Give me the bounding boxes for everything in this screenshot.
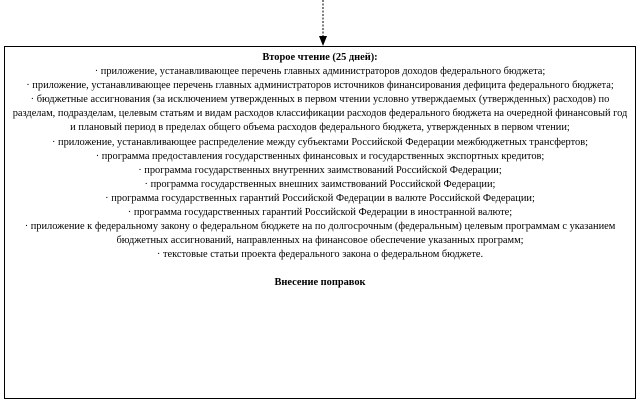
box-footer: Внесение поправок xyxy=(274,277,366,289)
list-item: · программа государственных внешних заимствований Российской Федерации; xyxy=(144,178,496,190)
list-item: · приложение, устанавливающее распределение между субъектами Российской Федерации межбюджетных трансфертов; xyxy=(51,136,589,148)
list-item: · текстовые статьи проекта федерального закона о федеральном бюджете. xyxy=(156,249,484,261)
list-item: · программа государственных внутренних заимствований Российской Федерации; xyxy=(138,164,502,176)
list-item: · приложение к федеральному закону о федеральном бюджете на по долгосрочным (федеральным) целевым программам с указанием бюджетных ассигнований, направленных на финансовое обеспечение указанных программ; xyxy=(24,221,616,247)
list-item: · программа государственных гарантий Российской Федерации в иностранной валюте; xyxy=(127,207,513,219)
spacer xyxy=(11,262,629,276)
box-title: Второе чтение (25 дней): xyxy=(262,52,378,63)
second-reading-box xyxy=(4,46,636,399)
list-item: · программа государственных гарантий Российской Федерации в валюте Российской Федерации; xyxy=(105,192,535,204)
down-arrow-connector xyxy=(317,0,329,46)
list-item: · приложение, устанавливающее перечень главных администраторов источников финансирования дефицита федерального бюджета; xyxy=(26,80,614,92)
list-item: · приложение, устанавливающее перечень главных администраторов доходов федерального бюджета; xyxy=(94,66,546,78)
list-item: · программа предоставления государственных финансовых и государственных экспортных кредитов; xyxy=(95,150,545,162)
list-item: · бюджетные ассигнования (за исключением утвержденных в первом чтении условно утверждаемых (утвержденных) расходов) по разделам, подразделам, целевым статьям и видам расходов классификации расходов федерального бюджета на очередной финансовый год и плановый период в пределах общего объема расходов федерального бюджета, утвержденных в первом чтении; xyxy=(12,94,628,134)
